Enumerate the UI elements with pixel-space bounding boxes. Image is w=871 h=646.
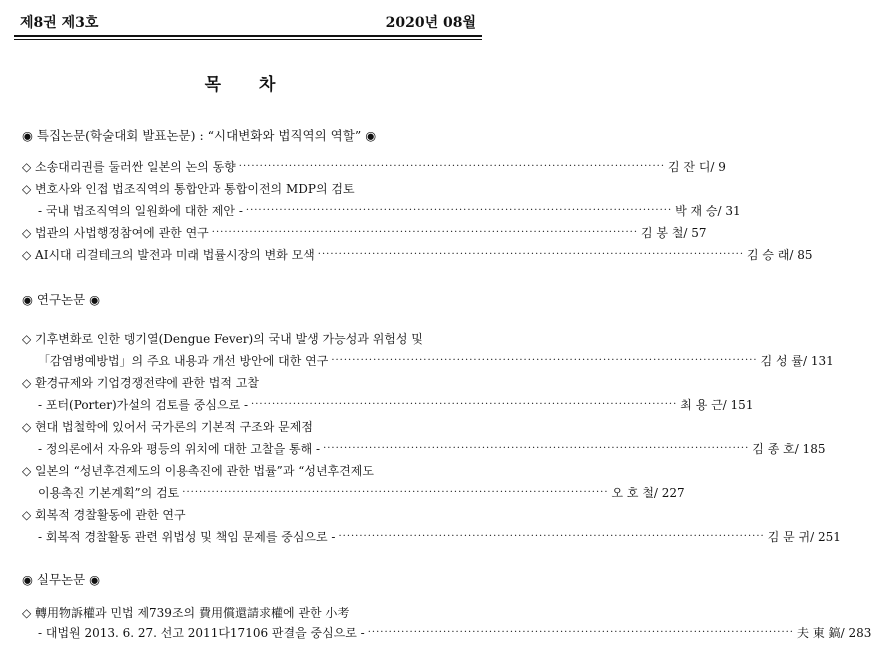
- toc-entry-subtitle[interactable]: 이용촉진 기본계획”의 검토 ····· 오 호 철/ 227: [38, 484, 474, 500]
- volume-issue: 제8권 제3호: [20, 15, 99, 31]
- toc-entry[interactable]: ◇ 법관의 사법행정참여에 관한 연구 ····· 김 봉 철/ 57: [22, 224, 474, 240]
- toc-entry-subtitle[interactable]: - 정의론에서 자유와 평등의 위치에 대한 고찰을 통해 - ····· 김 종 호/ 185: [38, 440, 474, 456]
- publication-date: 2020년 08월: [385, 15, 476, 31]
- toc-entry-subtitle[interactable]: - 포터(Porter)가설의 검토를 중심으로 - ····· 최 용 근/ 151: [38, 396, 474, 412]
- toc-entry[interactable]: ◇ 변호사와 인접 법조직역의 통합안과 통합이전의 MDP의 검토: [22, 181, 355, 196]
- toc-entry-subtitle[interactable]: - 국내 법조직역의 일원화에 대한 제안 - ····· 박 재 승/ 31: [38, 202, 474, 218]
- toc-entry[interactable]: ◇ 轉用物訴權과 민법 제739조의 費用償還請求權에 관한 小考: [22, 605, 350, 620]
- toc-entry-subtitle[interactable]: - 회복적 경찰활동 관련 위법성 및 책임 문제를 중심으로 - ····· 김 문 귀/ 251: [38, 528, 474, 544]
- section-heading-practice: ◉ 실무논문 ◉: [22, 572, 101, 587]
- toc-entry-subtitle[interactable]: - 대법원 2013. 6. 27. 선고 2011다17106 판결을 중심으로 - ····· 夫 東 鎬/ 283: [38, 624, 474, 640]
- section-heading-research: ◉ 연구논문 ◉: [22, 292, 101, 307]
- section-heading-special: ◉ 특집논문(학술대회 발표논문) : “시대변화와 법직역의 역할” ◉: [22, 128, 377, 143]
- toc-entry[interactable]: ◇ 현대 법철학에 있어서 국가론의 기본적 구조와 문제점: [22, 419, 313, 434]
- journal-header: [20, 10, 476, 32]
- toc-entry[interactable]: ◇ 회복적 경찰활동에 관한 연구: [22, 507, 186, 522]
- toc-entry-subtitle[interactable]: 「감염병예방법」의 주요 내용과 개선 방안에 대한 연구 ····· 김 성 률/ 131: [38, 352, 474, 368]
- header-rule-thick: [14, 35, 482, 37]
- toc-entry[interactable]: ◇ AI시대 리걸테크의 발전과 미래 법률시장의 변화 모색 ····· 김 승 래/ 85: [22, 246, 474, 262]
- toc-entry[interactable]: ◇ 기후변화로 인한 뎅기열(Dengue Fever)의 국내 발생 가능성과 위험성 및: [22, 331, 423, 346]
- toc-entry[interactable]: ◇ 일본의 “성년후견제도의 이용촉진에 관한 법률”과 “성년후견제도: [22, 463, 374, 478]
- toc-entry[interactable]: ◇ 소송대리권를 둘러싼 일본의 논의 동향 ····· 김 잔 디/ 9: [22, 158, 474, 174]
- toc-title: 목 차: [204, 75, 292, 95]
- toc-entry[interactable]: ◇ 환경규제와 기업경쟁전략에 관한 법적 고찰: [22, 375, 259, 390]
- header-rule-thin: [14, 39, 482, 40]
